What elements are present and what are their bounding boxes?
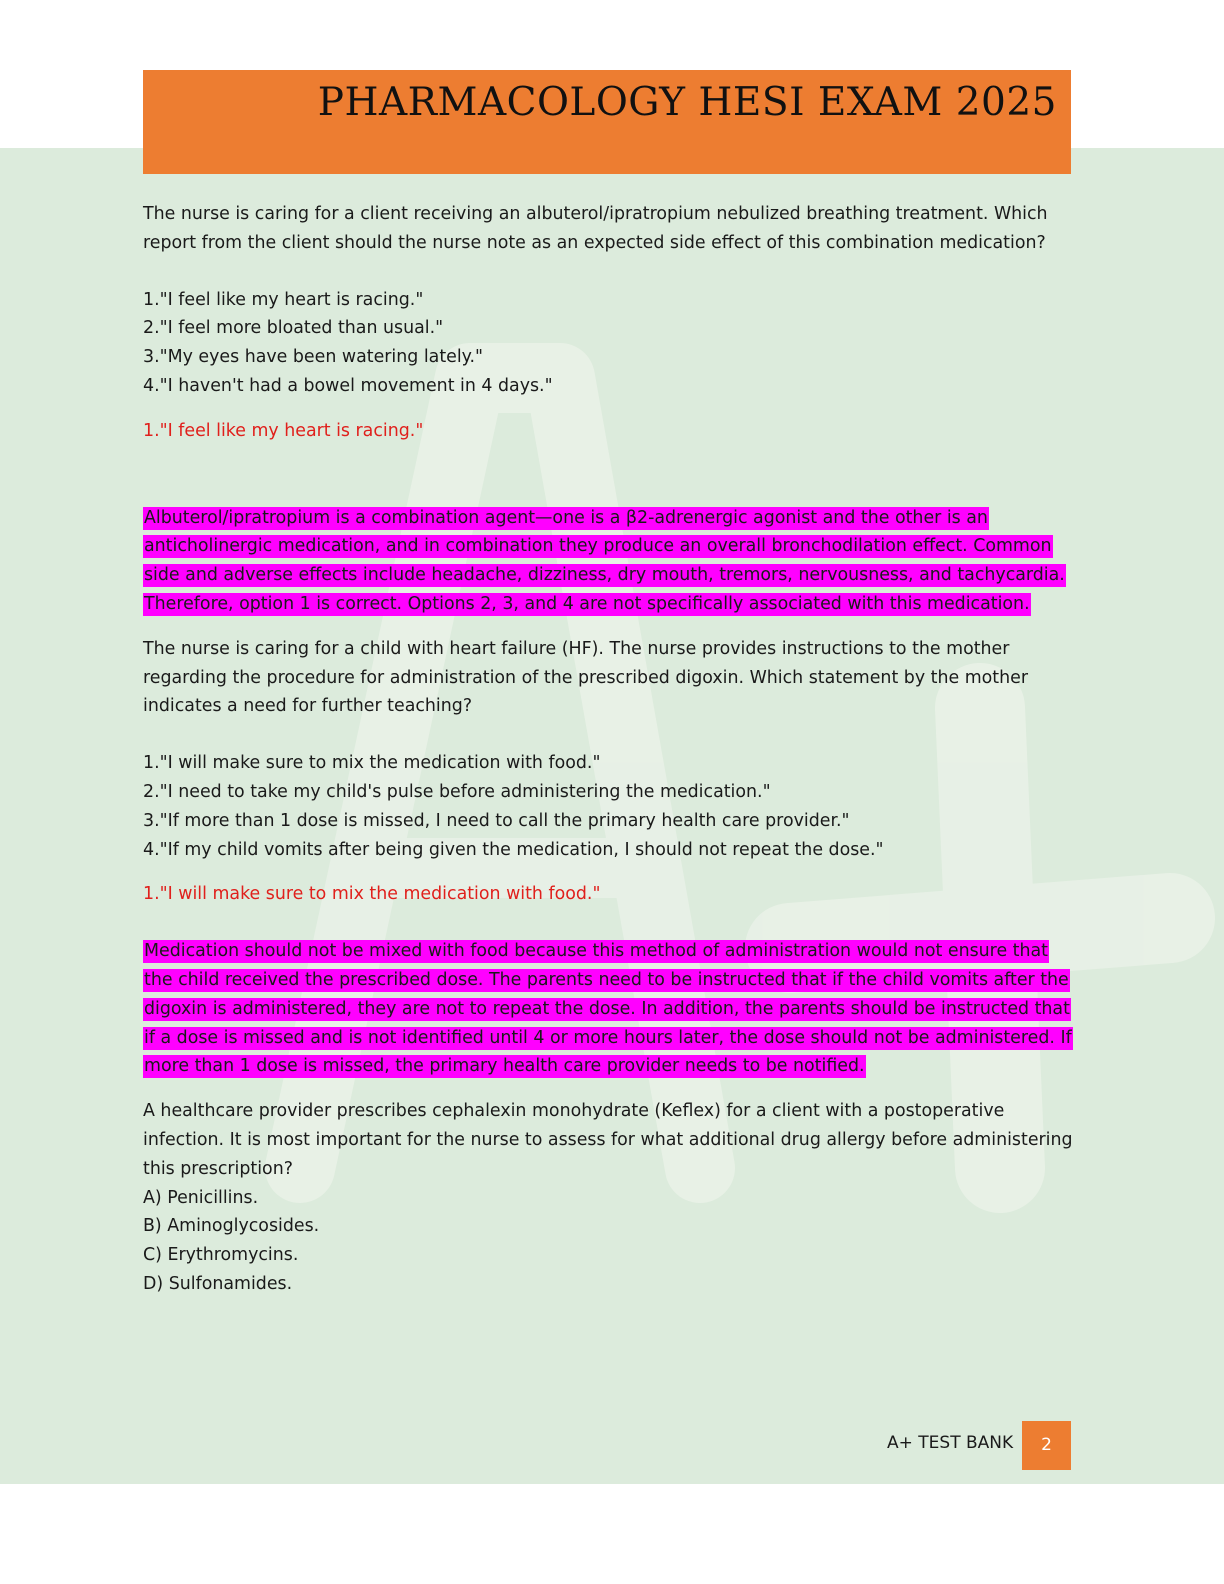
- question-stem: The nurse is caring for a child with heart failure (HF). The nurse provides instructions to the mother regarding the procedure for administration of the prescribed digoxin. Which statement by the mother indicates a need for further teaching?: [143, 638, 1028, 717]
- rationale-text: Albuterol/ipratropium is a combination agent—one is a β2-adrenergic agonist and the other is an anticholinergic medication, and in combination they produce an overall bronchodilation effect. Common side and adverse effects include headache, dizziness, dry mouth, tremors, nervousness, and tachycardia. Therefore, option 1 is correct. Options 2, 3, and 4 are not specifically associated with this medication.: [144, 507, 1065, 614]
- option-item: 3."My eyes have been watering lately.": [143, 347, 484, 368]
- question-stem: A healthcare provider prescribes cephalexin monohydrate (Keflex) for a client with a postoperative infection. It is most important for the nurse to assess for what additional drug allergy before administering this prescription?: [143, 1101, 1073, 1179]
- correct-answer: 1."I will make sure to mix the medication with food.": [143, 884, 601, 905]
- option-item: A) Penicillins.: [143, 1187, 259, 1208]
- option-list: [143, 749, 1073, 864]
- option-item: 1."I will make sure to mix the medication with food.": [143, 753, 601, 774]
- page-title: PHARMACOLOGY HESI EXAM 2025: [317, 80, 1057, 125]
- header-bar: [143, 70, 1071, 174]
- footer-label: A+ TEST BANK: [887, 1433, 1014, 1453]
- option-item: B) Aminoglycosides.: [143, 1216, 320, 1237]
- correct-answer: 1."I feel like my heart is racing.": [143, 420, 424, 441]
- option-item: 4."If my child vomits after being given the medication, I should not repeat the dose.": [143, 839, 884, 860]
- option-list: [143, 286, 1073, 401]
- question-stem: The nurse is caring for a client receiving an albuterol/ipratropium nebulized breathing treatment. Which report from the client should the nurse note as an expected side effect of this combination medication?: [143, 204, 1048, 253]
- option-list: [143, 1184, 1073, 1299]
- option-item: 4."I haven't had a bowel movement in 4 days.": [143, 375, 553, 396]
- document-body: [143, 200, 1073, 1299]
- option-item: 2."I feel more bloated than usual.": [143, 318, 444, 339]
- option-item: 3."If more than 1 dose is missed, I need to call the primary health care provider.": [143, 810, 850, 831]
- option-item: 1."I feel like my heart is racing.": [143, 289, 424, 310]
- option-item: D) Sulfonamides.: [143, 1273, 293, 1294]
- rationale-text: Medication should not be mixed with food because this method of administration would not ensure that the child received the prescribed dose. The parents need to be instructed that if the child vomits after the digoxin is administered, they are not to repeat the dose. In addition, the parents should be instructed that if a dose is missed and is not identified until 4 or more hours later, the dose should not be administered. If more than 1 dose is missed, the primary health care provider needs to be notified.: [144, 941, 1072, 1077]
- page-number: 2: [1022, 1421, 1071, 1470]
- option-item: C) Erythromycins.: [143, 1245, 299, 1266]
- option-item: 2."I need to take my child's pulse before administering the medication.": [143, 781, 771, 802]
